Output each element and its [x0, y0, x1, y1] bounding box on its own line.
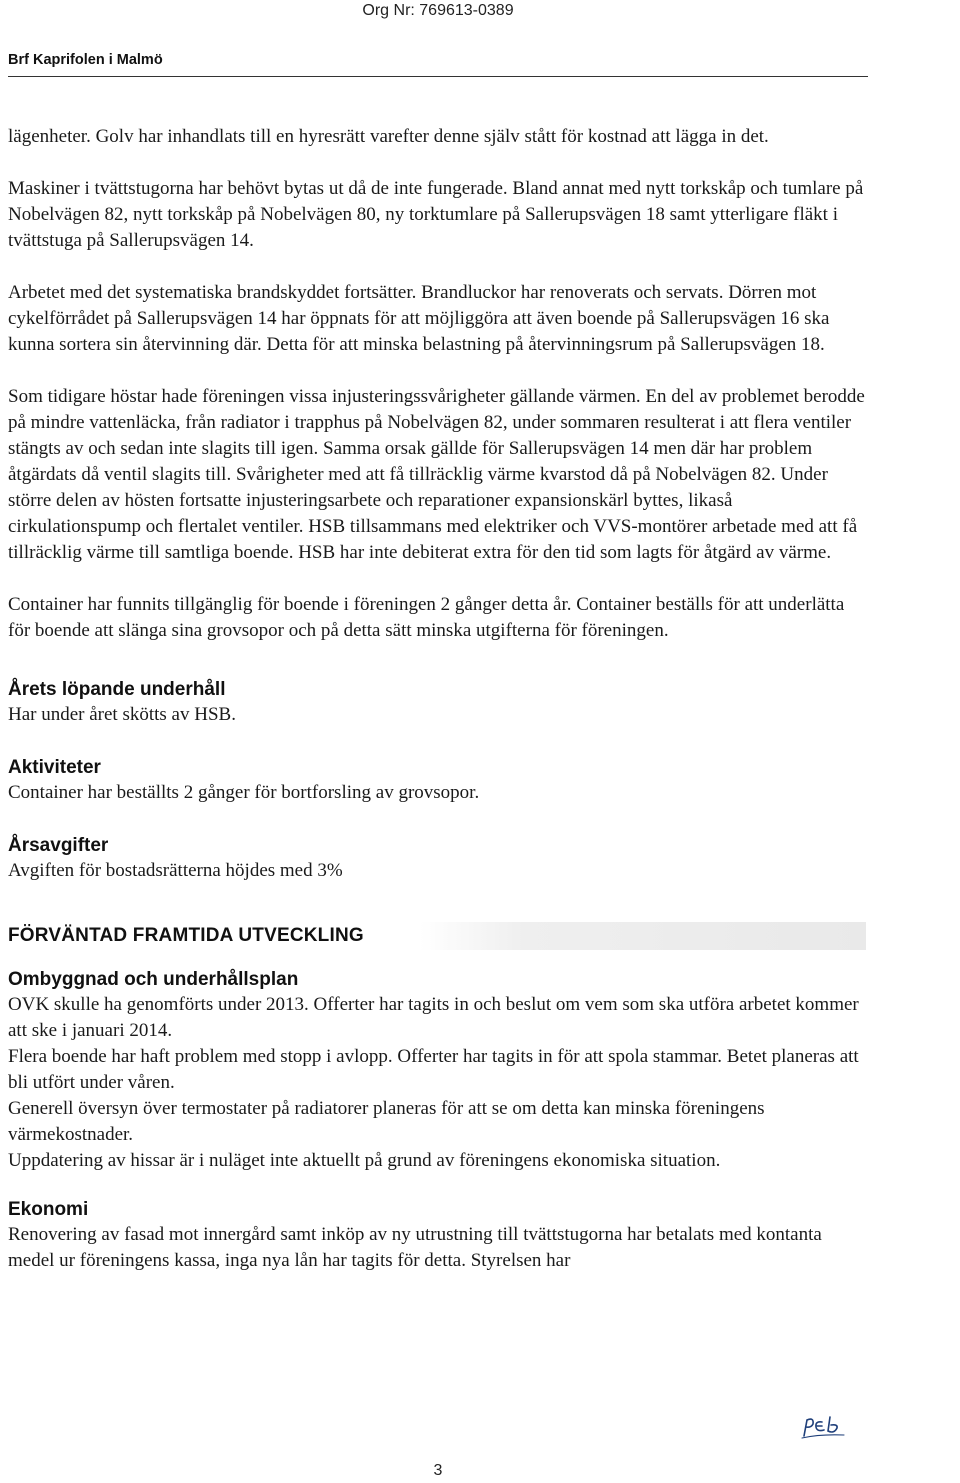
text-arsavgifter: Avgiften för bostadsrätterna höjdes med 3%	[8, 860, 343, 881]
organization-name: Brf Kaprifolen i Malmö	[8, 52, 163, 68]
ombyggnad-line: Flera boende har haft problem med stopp i avlopp. Offerter har tagits in för att spola stammar. Betet planeras att bli utfört under våren.	[8, 1046, 859, 1093]
paragraph-container: Container har funnits tillgänglig för boende i föreningen 2 gånger detta år. Container beställs för att underlätta för boende att slänga sina grovsopor och på detta sätt minska utgifterna för föreningen.	[8, 594, 845, 641]
section-band-future	[8, 922, 866, 950]
heading-ombyggnad: Ombyggnad och underhållsplan	[8, 969, 299, 990]
heading-aktiviteter: Aktiviteter	[8, 757, 101, 778]
org-number: Org Nr: 769613-0389	[362, 2, 514, 19]
paragraph-tvattstugor: Maskiner i tvättstugorna har behövt bytas ut då de inte fungerade. Bland annat med nytt torkskåp och tumlare på Nobelvägen 82, nytt torkskåp på Nobelvägen 80, ny torktumlare på Sallerupsvägen 18 samt ytterligare fläkt i tvättstuga på Sallerupsvägen 14.	[8, 178, 864, 251]
page-number: 3	[433, 1462, 443, 1479]
text-ekonomi: Renovering av fasad mot innergård samt inköp av ny utrustning till tvättstugorna har betalats med kontanta medel ur föreningens kassa, inga nya lån har tagits för detta. Styrelsen har	[8, 1224, 822, 1271]
paragraph-brandskydd: Arbetet med det systematiska brandskyddet fortsätter. Brandluckor har renoverats och servats. Dörren mot cykelförrådet på Sallerupsvägen 14 har öppnats för att möjliggöra att även boende på Sallerupsvägen 16 ska kunna sortera sin återvinning där. Detta för att minska belastning på återvinningsrum på Sallerupsvägen 18.	[8, 282, 830, 355]
heading-ekonomi: Ekonomi	[8, 1199, 89, 1220]
paragraph-lagenheter: lägenheter. Golv har inhandlats till en hyresrätt varefter denne själv stått för kostnad att lägga in det.	[8, 126, 769, 147]
text-underhall: Har under året skötts av HSB.	[8, 704, 236, 725]
paragraph-varme: Som tidigare höstar hade föreningen vissa injusteringssvårigheter gällande värmen. En del av problemet berodde på mindre vattenläcka, från radiator i trapphus på Nobelvägen 82, under sommaren resulterat i att flera ventiler stängts av och sedan inte slagits till igen. Samma orsak gällde för Sallerupsvägen 14 men där har problem åtgärdats då ventil slagits till. Svårigheter med att få tillräcklig värme kvarstod då på Nobelvägen 82. Under större delen av hösten fortsatte injusteringsarbete och reparationer expansionskärl byttes, likaså cirkulationspump och flertalet ventiler. HSB tillsammans med elektriker och VVS-montörer arbetade med att få tillräcklig värme till samtliga boende. HSB har inte debiterat extra för den tid som lagts för åtgärd av värme.	[8, 386, 865, 563]
heading-arsavgifter: Årsavgifter	[8, 835, 109, 856]
document-body	[8, 124, 868, 1274]
heading-future: FÖRVÄNTAD FRAMTIDA UTVECKLING	[8, 925, 364, 946]
header-divider	[8, 76, 868, 77]
text-aktiviteter: Container har beställts 2 gånger för bortforsling av grovsopor.	[8, 782, 480, 803]
signature-initials-icon	[800, 1414, 846, 1440]
ombyggnad-line: Uppdatering av hissar är i nuläget inte aktuellt på grund av föreningens ekonomiska situation.	[8, 1150, 721, 1171]
ombyggnad-line: OVK skulle ha genomförts under 2013. Offerter har tagits in och beslut om vem som ska utföra arbetet kommer att ske i januari 2014.	[8, 994, 859, 1041]
heading-underhall: Årets löpande underhåll	[8, 679, 226, 700]
ombyggnad-line: Generell översyn över termostater på radiatorer planeras för att se om detta kan minska föreningens värmekostnader.	[8, 1098, 765, 1145]
